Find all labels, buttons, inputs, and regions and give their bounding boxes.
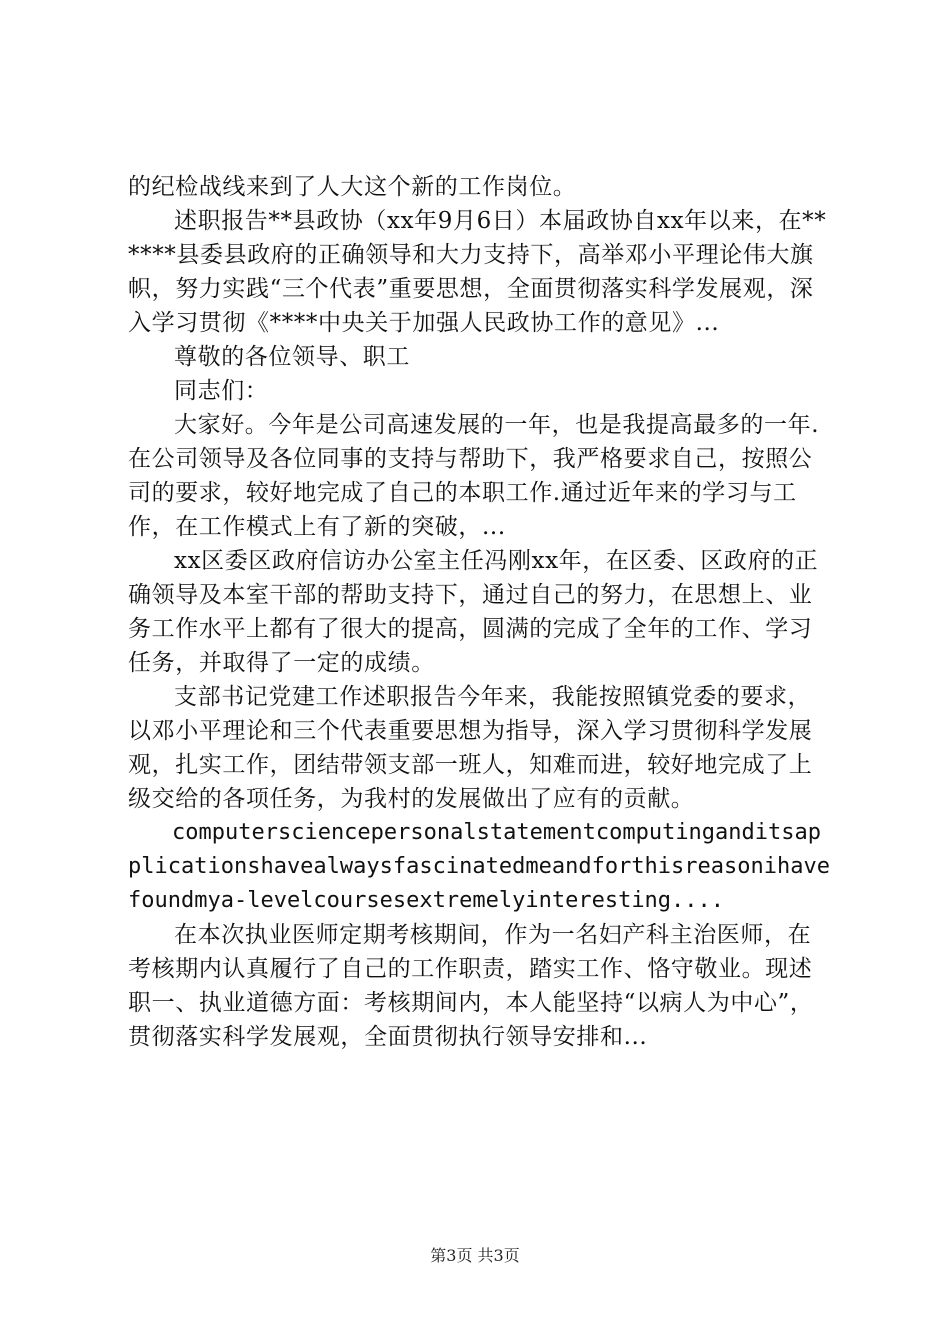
paragraph-personal-statement: computersciencepersonalstatementcomputinganditsapplicationshavealwaysfascinatedmeandforthisreasonihavefoundmya-levelcoursesextremelyinteresting.... — [128, 820, 830, 913]
document-body — [128, 170, 830, 1054]
paragraph-physician-review: 在本次执业医师定期考核期间，作为一名妇产科主治医师，在考核期内认真履行了自己的工作职责，踏实工作、恪守敬业。现述职一、执业道德方面：考核期间内，本人能坚持“以病人为中心”，贯彻落实科学发展观，全面贯彻执行领导安排和... — [128, 922, 814, 1050]
page-number-footer: 第3页 共3页 — [430, 1246, 520, 1265]
paragraph-party-branch: 支部书记党建工作述职报告今年来，我能按照镇党委的要求，以邓小平理论和三个代表重要思想为指导，深入学习贯彻科学发展观，扎实工作，团结带领支部一班人，知难而进，较好地完成了上级交给的各项任务，为我村的发展做出了应有的贡献。 — [128, 684, 813, 812]
paragraph-company-report: 大家好。今年是公司高速发展的一年，也是我提高最多的一年.在公司领导及各位同事的支持与帮助下，我严格要求自己，按照公司的要求，较好地完成了自己的本职工作.通过近年来的学习与工作，在工作模式上有了新的突破，... — [128, 412, 820, 540]
paragraph-cppcc-report: 述职报告**县政协（xx年9月6日）本届政协自xx年以来，在******县委县政府的正确领导和大力支持下，高举邓小平理论伟大旗帜，努力实践“三个代表”重要思想，全面贯彻落实科学发展观，深入学习贯彻《****中央关于加强人民政协工作的意见》... — [128, 208, 827, 336]
paragraph-salutation: 尊敬的各位领导、职工 — [174, 344, 410, 370]
paragraph-greeting: 同志们： — [174, 378, 269, 404]
paragraph-petition-office: xx区委区政府信访办公室主任冯刚xx年，在区委、区政府的正确领导及本室干部的帮助支持下，通过自己的努力，在思想上、业务工作水平上都有了很大的提高，圆满的完成了全年的工作、学习任务，并取得了一定的成绩。 — [128, 548, 819, 676]
paragraph-continuation: 的纪检战线来到了人大这个新的工作岗位。 — [128, 174, 577, 200]
